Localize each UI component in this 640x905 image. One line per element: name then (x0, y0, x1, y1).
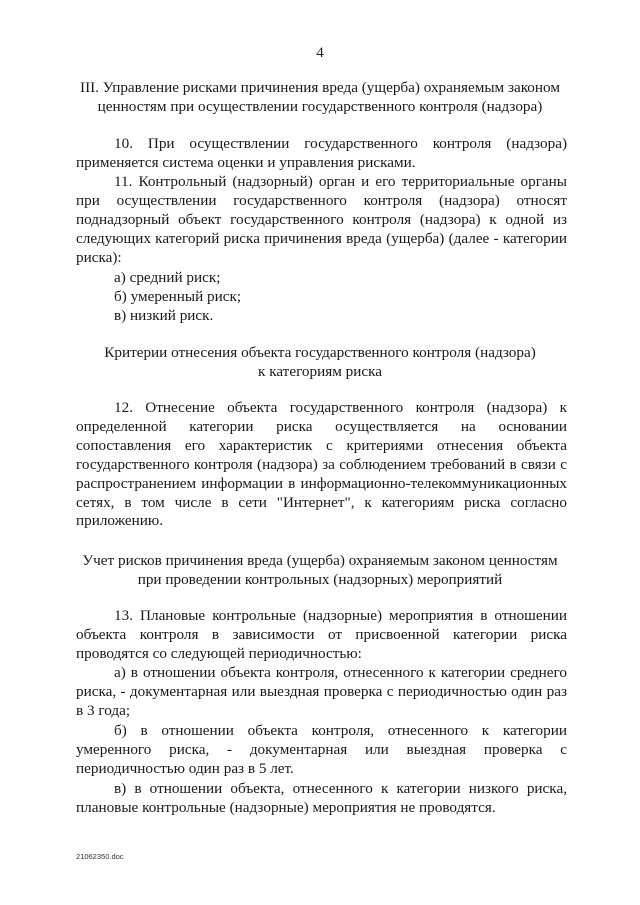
risk-item-moderate: б) умеренный риск; (114, 288, 242, 305)
text-line: определенной категории риска осуществляется на основании (76, 417, 567, 435)
heading-line: ценностям при осуществлении государственного контроля (надзора) (97, 98, 543, 115)
text-line: в 3 года; (76, 701, 131, 719)
text-line: периодичностью один раз в 5 лет. (76, 759, 294, 777)
paragraph-12 (76, 399, 567, 531)
text-line: поднадзорный объект государственного контроля (надзора) к одной из (76, 210, 567, 228)
risk-item-low: в) низкий риск. (114, 307, 214, 324)
text-line: 13. Плановые контрольные (надзорные) мероприятия в отношении (114, 607, 567, 624)
text-line: риска, - документарная или выездная проверка с периодичностью один раз (76, 682, 567, 700)
text-line: умеренного риска, - документарная или выездная проверка с (76, 740, 567, 758)
text-line: 11. Контрольный (надзорный) орган и его территориальные органы (114, 173, 567, 190)
text-line: 10. При осуществлении государственного контроля (надзора) (114, 135, 567, 152)
text-line: плановые контрольные (надзорные) мероприятия не проводятся. (76, 798, 496, 816)
text-line: сетях, в том числе в сети "Интернет", к категориям риска согласно (76, 493, 567, 511)
criteria-heading (70, 343, 570, 381)
heading-line: к категориям риска (258, 363, 382, 380)
paragraph-13c (76, 780, 567, 818)
text-line: при осуществлении государственного контроля (надзора) относят (76, 191, 567, 209)
text-line: распространением информации в информационно-телекоммуникационных (76, 474, 567, 492)
heading-line: III. Управление рисками причинения вреда (ущерба) охраняемым законом (80, 79, 560, 96)
risk-item-medium: а) средний риск; (114, 269, 221, 286)
heading-line: Критерии отнесения объекта государственного контроля (надзора) (104, 344, 536, 361)
paragraph-13b (76, 722, 567, 779)
text-line: государственного контроля (надзора) за соблюдением требований в связи с (76, 455, 567, 473)
heading-line: при проведении контрольных (надзорных) мероприятий (137, 571, 503, 588)
text-line: приложению. (76, 512, 164, 530)
text-line: следующих категорий риска причинения вреда (ущерба) (далее - категории (76, 229, 567, 247)
paragraph-11 (76, 173, 567, 268)
text-line: а) в отношении объекта контроля, отнесенного к категории среднего (114, 664, 567, 681)
text-line: проводятся со следующей периодичностью: (76, 644, 362, 662)
text-line: 12. Отнесение объекта государственного контроля (надзора) к (114, 399, 567, 416)
paragraph-13 (76, 607, 567, 664)
text-line: риска): (76, 248, 122, 266)
text-line: объекта контроля в зависимости от присвоенной категории риска (76, 625, 567, 643)
heading-line: Учет рисков причинения вреда (ущерба) охраняемым законом ценностям (82, 552, 558, 569)
paragraph-10 (76, 135, 567, 173)
section-3-heading (70, 78, 570, 116)
text-line: б) в отношении объекта контроля, отнесенного к категории (114, 722, 567, 739)
accounting-heading (70, 551, 570, 589)
paragraph-13a (76, 664, 567, 721)
text-line: сопоставления его характеристик с критериями отнесения объекта (76, 436, 567, 454)
page-number: 4 (316, 45, 324, 61)
text-line: применяется система оценки и управления рисками. (76, 153, 416, 171)
text-line: в) в отношении объекта, отнесенного к категории низкого риска, (114, 780, 567, 797)
file-name-footer: 21062350.doc (76, 852, 124, 861)
